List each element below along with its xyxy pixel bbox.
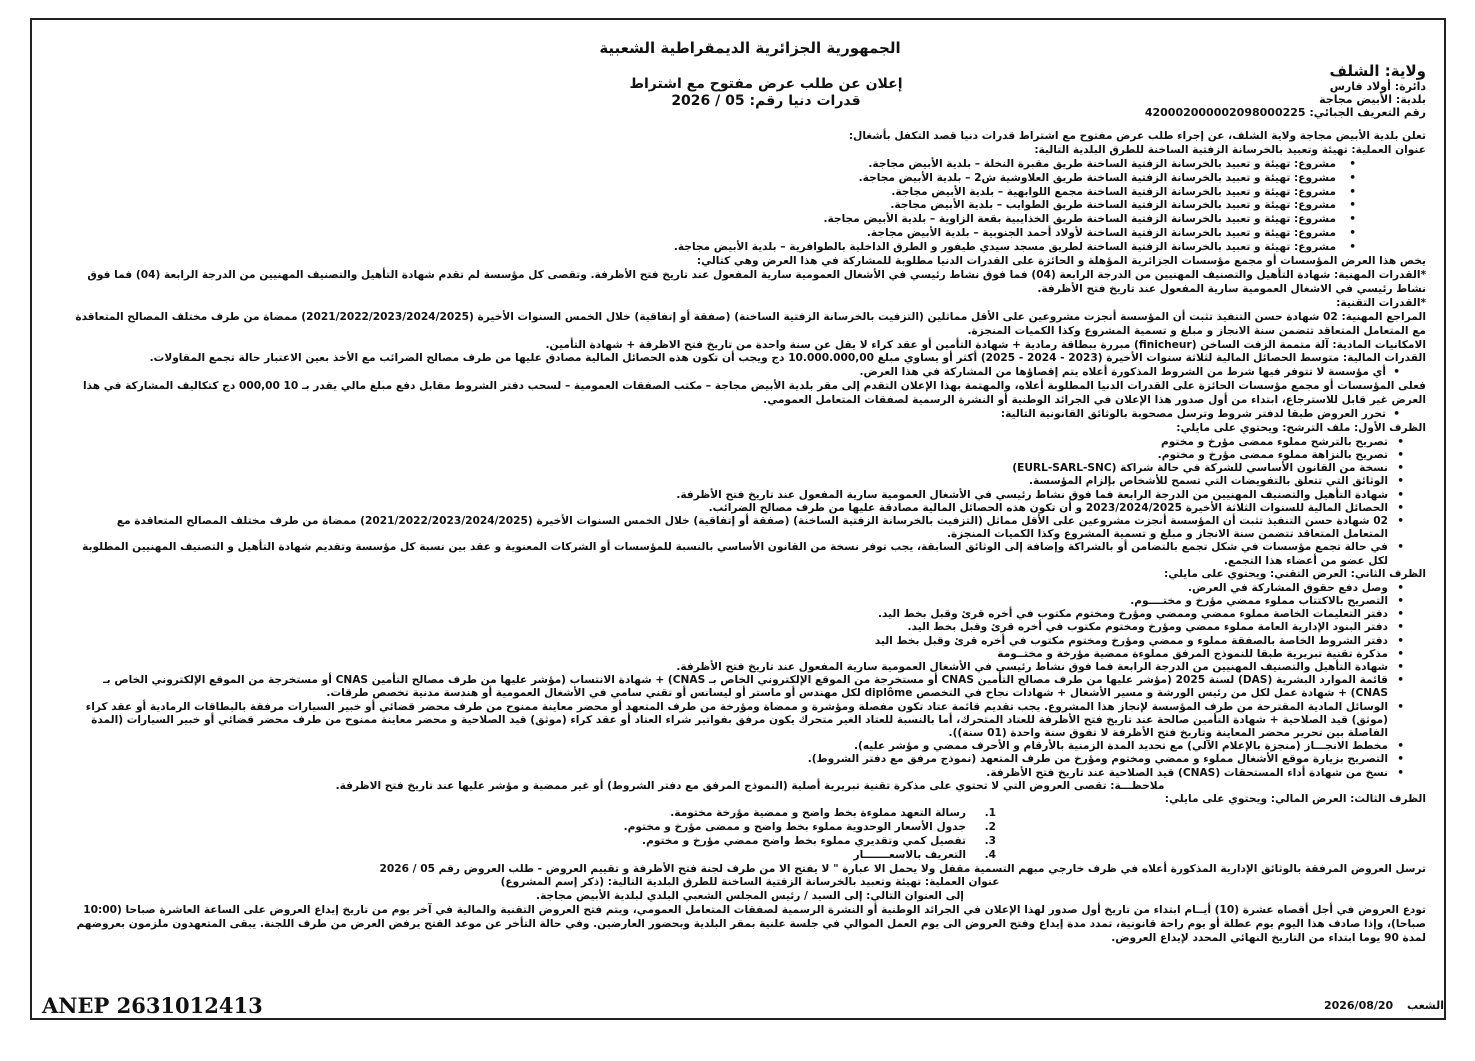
wilaya-label: ولاية: الشلف <box>1329 61 1426 80</box>
part2-title: الظرف الثاني: العرض التقني: ويحتوي على مايلي: <box>1163 567 1426 580</box>
list-item: • وصل دفع حقوق المشاركة في العرض. <box>74 582 1426 595</box>
list-item: • في حالة تجمع مؤسسات في شكل تجمع بالتضامن أو بالشراكة وإضافة إلى الوثائق السابقة، يجب توفر نسخة من القانون الأساسي بالنسبة للمؤسسات أو الشركات المعنوية و عقد بين نسبة كل مؤسسة وتقديم شهادة التأهيل و التصنيف المهنيين المطلوبة لكل عضو من أعضاء هذا التجمع. <box>74 541 1426 567</box>
announcement-body <box>74 39 1426 946</box>
financial-capacity: القدرات المالية: متوسط الحصائل المالية لثلاثة سنوات الأخيرة (2023 - 2024 - 2025) أكثر أو يساوي مبلغ 10.000.000,00 دج ويجب أن تكون هذه الحصائل المالية مصادق عليها من طرف مصالح الضرائب مع الأخذ بعين الاعتبار حالة تجمع المقاولات. <box>149 352 1426 365</box>
capacities-intro: يخص هذا العرض المؤسسات أو مجمع مؤسسات الجزائرية المؤهلة و الحائزة على القدرات الدنيا مطلوبة للمشاركة في هذا العرض وهي كتالي: <box>696 255 1426 268</box>
daira-label: دائرة: أولاد فارس <box>1329 79 1426 93</box>
deposit-conditions: تودع العروض في أجل أقصاه عشرة (10) أيــام ابتداء من تاريخ أول صدور لهذا الإعلان في الجرائد الوطنية أو النشرة الرسمية لصفقات المتعامل العمومي، ويتم فتح العروض التقنية والمالية في آخر يوم من تاريخ إيداع العروض على الساعة العاشرة صباحا (10:00 صباحا)، وإذا صادف هذا اليوم يوم عطلة أو يوم راحة قانونية، تمدد مدة إيداع وفتح العروض الى يوم العمل الموالي في جلسة علنية بمقر البلدية وبحضور العارضين. وفي حالة التأخر عن موعد الفتح يرفض العرض من طرف اللجنة. يبقى المتعهدون ملزمون بعروضهم لمدة 90 يوما ابتداء من التاريخ النهائي المحدد لإيداع العروض. <box>76 904 1426 945</box>
title-line-2: قدرات دنيا رقم: 05 / 2026 <box>671 92 861 109</box>
professional-references: المراجع المهنية: 02 شهادة حسن التنفيذ تثبت أن المؤسسة أنجزت مشروعين على الأقل مماثلين (التزفيت بالخرسانة الزفتية الساخنة) (صفقة أو إتفاقية) خلال الخمس السنوات الأخيرة (2021/2022/2023/2024/2025) ممضاة من طرف مختلف المصالح المتعاقدة مع المتعامل المتعاقد تتضمن سنة الانجاز و مبلغ و تسمية المشروع وكذا الكميات المنجزة. <box>75 310 1426 337</box>
list-item <box>74 807 1426 821</box>
professional-capacity: *القدرات المهنية: شهادة التأهيل والتصنيف المهنيين من الدرجة الرابعة (04) فما فوق نشاط رئيسي في الأشغال العمومية سارية المفعول عند تاريخ فتح الأظرفة. وتقصى كل مؤسسة لم تقدم شهادة التأهيل والتصنيف المهنيين من الدرجة الرابعة (04) فما فوق نشاط رئيسي في الاشغال العمومية سارية المفعول عند تاريخ فتح الأظرفة. <box>87 268 1426 295</box>
part2-note: ملاحظـــة: تقصى العروض التي لا تحتوي على مذكرة تقنية تبريرية أصلية (النموذج المرفق مع دفتر الشروط) أو غير ممضية و مؤشر عليها عند تاريخ فتح الاظرفة. <box>335 779 1165 792</box>
list-item: • شهادة التأهيل والتصنيف المهنيين من الدرجة الرابعة فما فوق نشاط رئيسي في الأشغال العمومية سارية المفعول عند تاريخ فتح الأظرفة. <box>74 489 1426 502</box>
item-number: 1. <box>984 806 996 819</box>
header-block <box>74 62 1426 130</box>
publication-info <box>1324 999 1444 1012</box>
list-item: • نسخ من شهادة أداء المستحقات (CNAS) قيد الصلاحية عند تاريخ فتح الأظرفة. <box>74 767 1426 780</box>
envelope-address: إلى العنوان التالي: إلى السيد / رئيس المجلس الشعبي البلدي لبلدية الأبيض مجاجة. <box>536 890 964 903</box>
list-item <box>74 849 1426 863</box>
newspaper-name: الشعب <box>1407 999 1444 1012</box>
envelope-operation-title: عنوان العملية: تهيئة وتعبيد بالخرسانة الزفتية الساخنة للطرق البلدية التالية: (ذكر إسم المشروع) <box>500 876 1000 889</box>
project-item: • مشروع: تهيئة و تعبيد بالخرسانة الزفتية الساخنة طريق الخذايبية بقعة الزاوية – بلدية الأبيض مجاجة. <box>74 213 1426 227</box>
exclusion-notice: • أي مؤسسة لا تتوفر فيها شرط من الشروط المذكورة أعلاه يتم إقصاؤها من المشاركة في هذا العرض. <box>74 366 1426 380</box>
project-item: • مشروع: تهيئة و تعبيد بالخرسانة الزفتية الساخنة طريق مقبرة النخلة – بلدية الأبيض مجاجة. <box>74 158 1426 172</box>
list-item: • دفتر التعليمات الخاصة مملوء ممضي وممضي ومؤرخ ومختوم مكتوب في أخره قرئ وقبل بخط اليد. <box>74 608 1426 621</box>
project-item: • مشروع: تهيئة و تعبيد بالخرسانة الزفتية الساخنة لطريق مسجد سيدي طيفور و الطرق الداخلية بالطوافرية – بلدية الأبيض مجاجة. <box>74 241 1426 255</box>
list-item: • التصريح بالاكتتاب مملوء ممضي مؤرخ و مختــــوم. <box>74 595 1426 608</box>
part3-title: الظرف الثالث: العرض المالي: ويحتوي على مايلي: <box>1164 793 1426 806</box>
project-item: • مشروع: تهيئة و تعبيد بالخرسانة الزفتية الساخنة طريق الطوايب – بلدية الأبيض مجاجة. <box>74 199 1426 213</box>
list-item: • تصريح بالنزاهة مملوء ممضى مؤرخ و مختوم. <box>74 449 1426 462</box>
republic-header: الجمهورية الجزائرية الديمقراطية الشعبية <box>599 39 901 57</box>
list-item <box>74 821 1426 835</box>
list-item: • الوثائق التي تتعلق بالتفويضات التي تسمح للأشخاص بإلزام المؤسسة. <box>74 475 1426 488</box>
operation-title: عنوان العملية: تهيئة وتعبيد بالخرسانة الزفتية الساخنة للطرق البلدية التالية: <box>1034 143 1426 156</box>
list-item: • 02 شهادة حسن التنفيذ تثبت أن المؤسسة أنجزت مشروعين على الأقل مماثل (التزفيت بالخرسانة الزفتية الساخنة) (صفقة أو إتفاقية) خلال الخمس السنوات الأخيرة (2021/2022/2023/2024/2025) ممضاة من طرف مختلف المصالح المتعاقدة مع المتعامل المتعاقد تتضمن سنة الانجاز و مبلغ و تسمية المشروع وكذا الكميات المنجزة. <box>74 515 1426 541</box>
title-line-1: إعلان عن طلب عرض مفتوح مع اشتراط <box>629 75 903 92</box>
list-item: • الحصائل المالية للسنوات الثلاثة الأخيرة 2023/2024/2025 و أن تكون هذه الحصائل المالية مصادقة عليها من طرف مصالح الضرائب. <box>74 502 1426 515</box>
list-item: • شهادة التأهيل والتصنيف المهنيين من الدرجة الرابعة فما فوق نشاط رئيسي في الأشغال العمومية سارية المفعول عند تاريخ فتح الأظرفة. <box>74 661 1426 674</box>
announcement-page <box>30 18 1446 1020</box>
project-item: • مشروع: تهيئة و تعبيد بالخرسانة الزفتية الساخنة مجمع اللوابهية – بلدية الأبيض مجاجة. <box>74 186 1426 200</box>
list-item: • دفتر البنود الإدارية العامة مملوء ممضي ومؤرخ ومختوم مكتوب في أخره قرئ وقبل بخط اليد. <box>74 621 1426 634</box>
item-text: التعريف بالاسعـــــــار <box>853 848 966 861</box>
list-item: • مخطط الانجـــاز (منجزة بالإعلام الآلي) مع تحديد المدة الزمنية بالأرقام و الأحرف ممضي و مؤشر عليه). <box>74 740 1426 753</box>
item-text: جدول الأسعار الوحدوية مملوء بخط واضح و ممضى مؤرخ و مختوم. <box>623 820 966 833</box>
publication-date: 2026/08/20 <box>1323 999 1394 1012</box>
list-item: • نسخة من القانون الأساسي للشركة في حالة شراكة (EURL-SARL-SNC) <box>74 462 1426 475</box>
project-item: • مشروع: تهيئة و تعبيد بالخرسانة الزفتية الساخنة طريق العلاوشية ش2 – بلدية الأبيض مجاجة. <box>74 172 1426 186</box>
intro-text: تعلن بلدية الأبيض مجاجة ولاية الشلف، عن إجراء طلب عرض مفتوح مع اشتراط قدرات دنيا قصد التكفل بأشغال: <box>848 129 1426 142</box>
part2-list <box>74 582 1426 793</box>
list-item: • الوسائل المادية المقترحة من طرف المؤسسة لإنجاز هذا المشروع. يجب تقديم قائمة عتاد تكون مفصلة ومؤشرة و ممضاة ومؤرخة من طرف المتعهد أو محضر معاينة ممنوح من طرف محضر قضائي أو خبير السيارات مرفقة بالبطاقات الرمادية أو عقد كراء (موثق) قيد الصلاحية + شهادة التأمين صالحة عند تاريخ فتح الأظرفة للعتاد المتحرك، أما بالنسبة للعتاد الغير متحرك يكون مرفق بفواتير شراء العتاد أو عقد كراء (موثق) قيد الصلاحية و محضر معاينة ممنوح من طرف محضر قضائي أو خبير السيارات (المدة الفاصلة بين تحرير محضر المعاينة وتاريخ فتح الأظرفة لا تفوق سنة واحدة (01 سنة)). <box>74 701 1426 741</box>
part1-list <box>74 436 1426 568</box>
list-item: • قائمة الموارد البشرية (DAS) لسنة 2025 (مؤشر عليها من طرف مصالح التأمين CNAS أو مستخرجة من الموقع الإلكتروني الخاص بـ CNAS) + شهادة الانتساب (مؤشر عليها من طرف مصالح التأمين CNAS أو مستخرجة من الموقع الإلكتروني الخاص بـ CNAS) + شهادة عمل لكل من رئيس الورشة و مسير الأشغال + شهادات نجاح في التخصص diplôme لكل مهندس أو ماستر أو ليسانس أو تقني سامي في الأشغال العمومية أو هندسة مدنية تخصص طرقات. <box>74 674 1426 700</box>
item-number: 2. <box>984 820 996 833</box>
sending-instructions: ترسل العروض المرفقة بالوثائق الإدارية المذكورة أعلاه في ظرف خارجي مبهم التسمية مقفل ولا يحمل الا عبارة " لا يفتح الا من طرف لجنة فتح الأظرفة و تقييم العروض - طلب العروض رقم 05 / 2026 <box>379 862 1426 875</box>
commune-label: بلدية: الأبيض مجاجة <box>1319 92 1426 106</box>
list-item: • التصريح بزيارة موقع الأشغال مملوء و ممضي ومختوم ومؤرخ من طرف المتعهد (نموذج مرفق مع دفتر الشروط). <box>74 753 1426 766</box>
list-item: • مذكرة تقنية تبريرية طبقا للنموذج المرفق مملوءة ممضية مؤرخة و مختــومة <box>74 648 1426 661</box>
announcement-title <box>566 76 966 110</box>
issuer-block <box>1096 62 1426 119</box>
item-number: 3. <box>984 834 996 847</box>
technical-capacity-title: *القدرات التقنية: <box>1336 296 1426 309</box>
withdrawal-notice: فعلى المؤسسات أو مجمع مؤسسات الحائزة على القدرات الدنيا المطلوبة أعلاه، والمهتمة بهذا الإعلان التقدم إلى مقر بلدية الأبيض مجاجة – مكتب الصفقات العمومية – لسحب دفتر الشروط مقابل دفع مبلغ مالي يقدر بـ 10 000,00 دج كتكاليف المشاركة في هذا العرض غير قابل للاسترجاع، ابتداء من أول صدور هذا الإعلان في الجرائد الوطنية أو النشرة الرسمية لصفقات المتعامل العمومي. <box>82 380 1426 407</box>
part3-list <box>74 807 1426 863</box>
item-text: رسالة التعهد مملوءة بخط واضح و ممضية مؤرخة مختومة. <box>670 806 966 819</box>
anep-reference: ANEP 2631012413 <box>42 993 263 1018</box>
project-item: • مشروع: تهيئة و تعبيد بالخرسانة الزفتية الساخنة لأولاد أحمد الجنوبية – بلدية الأبيض مجاجة. <box>74 227 1426 241</box>
submission-notice: • تحرر العروض طبقا لدفتر شروط وترسل مصحوبة بالوثائق القانونية التالية: <box>74 408 1426 422</box>
list-item: • تصريح بالترشح مملوء ممضى مؤرخ و مختوم <box>74 436 1426 449</box>
item-number: 4. <box>984 848 996 861</box>
footer <box>32 990 1444 1018</box>
item-text: تفصيل كمي وتقديري مملوء بخط واضح ممضي مؤرخ و مختوم. <box>642 834 966 847</box>
part1-title: الظرف الأول: ملف الترشح: ويحتوي على مايلي: <box>1176 421 1426 434</box>
tax-id-label: رقم التعريف الجبائي: 420002000002098000225 <box>1144 105 1426 119</box>
material-means: الامكانيات المادية: آلة متممة الزفت الساخن (finicheur) مبررة ببطاقة رمادية + شهادة التأمين أو عقد كراء لا يقل عن سنة واحدة من تاريخ فتح الاظرفة + شهادة التأمين. <box>545 338 1426 351</box>
list-item <box>74 835 1426 849</box>
list-item: • دفتر الشروط الخاصة بالصفقة مملوء و ممضي ومؤرخ ومختوم مكتوب في أخره قرئ وقبل بخط اليد <box>74 635 1426 648</box>
